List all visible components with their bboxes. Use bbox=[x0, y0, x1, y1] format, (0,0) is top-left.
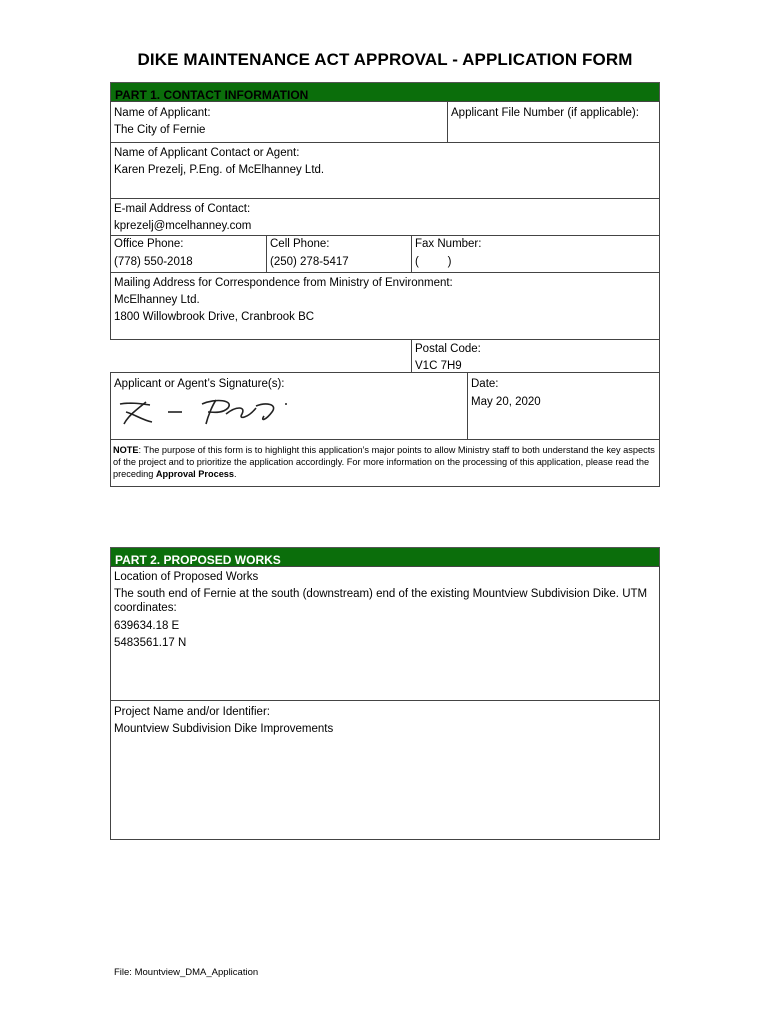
project-label: Project Name and/or Identifier: bbox=[114, 706, 270, 718]
signature-divider bbox=[467, 372, 468, 440]
contact-label: Name of Applicant Contact or Agent: bbox=[114, 147, 300, 159]
office-phone-field[interactable]: (778) 550-2018 bbox=[114, 256, 193, 268]
note-end: . bbox=[234, 469, 237, 479]
fax-label: Fax Number: bbox=[415, 238, 482, 250]
signature-image[interactable] bbox=[116, 394, 296, 428]
date-field[interactable]: May 20, 2020 bbox=[471, 396, 541, 408]
phones-divider-1 bbox=[266, 235, 267, 273]
easting-field[interactable]: 639634.18 E bbox=[114, 620, 180, 632]
part1-header: PART 1. CONTACT INFORMATION bbox=[110, 82, 660, 102]
project-row bbox=[110, 700, 660, 840]
location-row bbox=[110, 566, 660, 701]
office-phone-label: Office Phone: bbox=[114, 238, 184, 250]
email-field[interactable]: kprezelj@mcelhanney.com bbox=[114, 220, 252, 232]
email-label: E-mail Address of Contact: bbox=[114, 203, 251, 215]
applicant-name-field[interactable]: The City of Fernie bbox=[114, 124, 206, 136]
mailing-line2-field[interactable]: 1800 Willowbrook Drive, Cranbrook BC bbox=[114, 311, 315, 323]
postal-label: Postal Code: bbox=[415, 343, 481, 355]
footer-filename: File: Mountview_DMA_Application bbox=[114, 967, 259, 978]
mailing-label: Mailing Address for Correspondence from Ministry of Environment: bbox=[114, 277, 453, 289]
postal-field[interactable]: V1C 7H9 bbox=[415, 360, 462, 372]
applicant-divider bbox=[447, 101, 448, 143]
file-number-label: Applicant File Number (if applicable): bbox=[451, 107, 639, 119]
location-label: Location of Proposed Works bbox=[114, 571, 259, 583]
cell-phone-field[interactable]: (250) 278-5417 bbox=[270, 256, 349, 268]
location-line1-field[interactable]: The south end of Fernie at the south (downstream) end of the existing Mountview Subdivision Dike. UTM bbox=[114, 588, 648, 600]
note-bold: NOTE bbox=[113, 445, 139, 455]
note-body: : The purpose of this form is to highlight this application’s major points to allow Ministry staff to both understand the key aspects of the project and to prioritize the application accordingly. For more information on the processing of this application, please read the preceding bbox=[113, 445, 655, 479]
date-label: Date: bbox=[471, 378, 499, 390]
contact-field[interactable]: Karen Prezelj, P.Eng. of McElhanney Ltd. bbox=[114, 164, 325, 176]
fax-field[interactable]: ( ) bbox=[415, 256, 452, 268]
project-field[interactable]: Mountview Subdivision Dike Improvements bbox=[114, 723, 334, 735]
phones-divider-2 bbox=[411, 235, 412, 273]
northing-field[interactable]: 5483561.17 N bbox=[114, 637, 187, 649]
part2-header: PART 2. PROPOSED WORKS bbox=[110, 547, 660, 567]
location-line2-field[interactable]: coordinates: bbox=[114, 602, 177, 614]
applicant-name-label: Name of Applicant: bbox=[114, 107, 211, 119]
mailing-line1-field[interactable]: McElhanney Ltd. bbox=[114, 294, 200, 306]
note-text bbox=[113, 444, 658, 480]
approval-process-link[interactable]: Approval Process bbox=[155, 469, 235, 479]
signature-label: Applicant or Agent’s Signature(s): bbox=[114, 378, 285, 390]
cell-phone-label: Cell Phone: bbox=[270, 238, 330, 250]
form-title: DIKE MAINTENANCE ACT APPROVAL - APPLICATION FORM bbox=[137, 50, 633, 69]
